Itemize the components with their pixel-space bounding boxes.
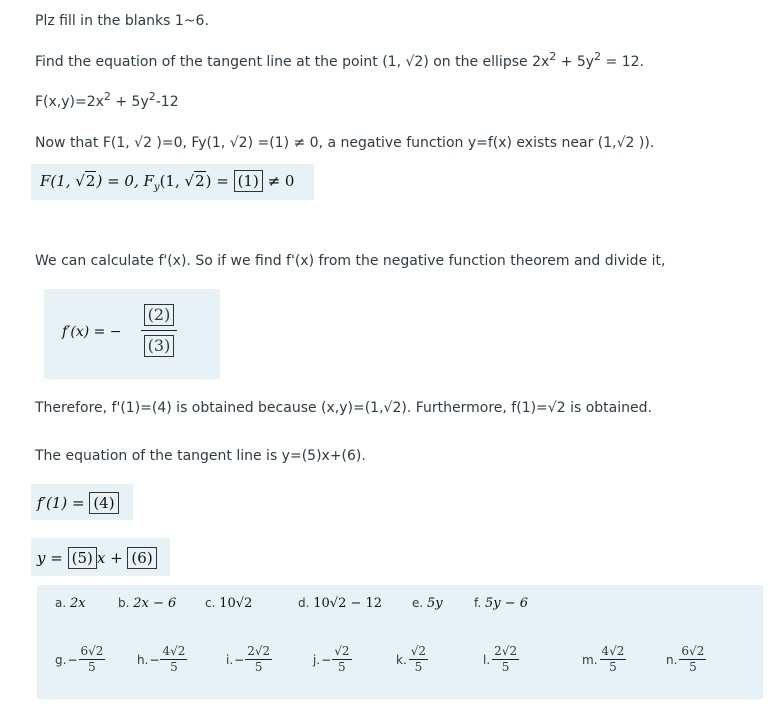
option-i[interactable]: i. − $\frac{2√2}{5}$ — [226, 644, 271, 674]
blank-4[interactable]: (4) — [89, 492, 118, 514]
option-k[interactable]: k. $\frac{√2}{5}$ — [396, 644, 427, 674]
tangent-text: The equation of the tangent line is y=(5)x+(6). — [35, 448, 366, 464]
therefore-text: Therefore, f'(1)=(4) is obtained because (x,y)=(1,√2). Furthermore, f(1)=√2 is obtained. — [35, 400, 652, 416]
option-n[interactable]: n. $\frac{6√2}{5}$ — [666, 644, 705, 674]
blank-2[interactable]: (2) — [144, 304, 175, 326]
option-c[interactable]: c. 10√2 — [205, 596, 253, 611]
fraction-bar — [141, 330, 177, 331]
option-m[interactable]: m. $\frac{4√2}{5}$ — [582, 644, 625, 674]
calculate-text: We can calculate f'(x). So if we find f'(x) from the negative function theorem and divide it, — [35, 253, 666, 269]
option-h[interactable]: h. − $\frac{4√2}{5}$ — [137, 644, 186, 674]
equation-tangent: y = (5) x + (6) — [37, 547, 157, 569]
fprime-lhs: f′(x) = − — [62, 324, 122, 340]
option-f[interactable]: f. 5y − 6 — [474, 596, 529, 611]
blank-6[interactable]: (6) — [127, 547, 156, 569]
equation-f1: f′(1) = (4) — [37, 492, 119, 514]
option-d[interactable]: d. 10√2 − 12 — [298, 596, 383, 611]
option-b[interactable]: b. 2x − 6 — [118, 596, 177, 611]
option-a[interactable]: a. 2x — [55, 596, 86, 611]
blank-3[interactable]: (3) — [144, 335, 175, 357]
blank-1[interactable]: (1) — [234, 170, 263, 192]
option-e[interactable]: e. 5y — [412, 596, 443, 611]
now-that-text: Now that F(1, √2 )=0, Fy(1, √2) =(1) ≠ 0, a negative function y=f(x) exists near (1,√2 )). — [35, 135, 655, 151]
blank-5[interactable]: (5) — [68, 547, 97, 569]
option-g[interactable]: g. − $\frac{6√2}{5}$ — [55, 644, 104, 674]
prompt-text: Plz fill in the blanks 1~6. — [35, 13, 209, 29]
problem-statement: Find the equation of the tangent line at the point (1, √2) on the ellipse $2x^2 + 5y^2 = 12$. — [35, 50, 644, 70]
fprime-fraction — [141, 304, 177, 357]
equation-fy-condition: F(1, √2) = 0, $F_y(1$, √2) = (1) ≠ 0 — [40, 172, 295, 193]
option-l[interactable]: l. $\frac{2√2}{5}$ — [483, 644, 518, 674]
option-j[interactable]: j. − $\frac{√2}{5}$ — [313, 644, 350, 674]
function-definition: $F(x,y)=2x^2 + 5y^2-12$ — [35, 90, 179, 110]
